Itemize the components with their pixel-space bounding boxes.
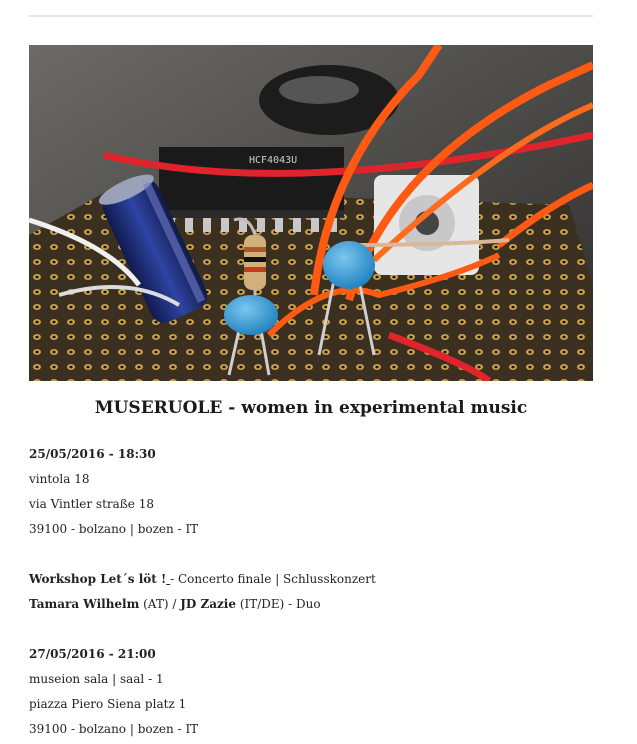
svg-text:HCF4043U: HCF4043U	[249, 155, 298, 166]
artist-1-name: Tamara Wilhelm	[29, 597, 140, 611]
top-divider	[29, 15, 593, 17]
artist-2-name: JD Zazie	[180, 597, 236, 611]
page-title: MUSERUOLE - women in experimental music	[94, 398, 528, 418]
artists-line	[29, 592, 609, 617]
event-datetime: 25/05/2016 - 18:30	[29, 447, 156, 461]
workshop-description: - Concerto finale | Schlusskonzert	[170, 572, 376, 586]
event-city: 39100 - bolzano | bozen - IT	[29, 722, 199, 736]
event-block-3	[29, 642, 609, 742]
event-street: piazza Piero Siena platz 1	[29, 697, 187, 711]
event-venue: vintola 18	[29, 472, 90, 486]
event-block-2	[29, 567, 609, 617]
artist-2-origin: (IT/DE) - Duo	[236, 597, 321, 611]
event-city: 39100 - bolzano | bozen - IT	[29, 522, 199, 536]
workshop-name: Workshop Let´s löt !	[29, 572, 167, 586]
workshop-line	[29, 567, 609, 592]
event-street: via Vintler straße 18	[29, 497, 154, 511]
event-venue: museion sala | saal - 1	[29, 672, 164, 686]
artist-1-origin: (AT) /	[139, 597, 181, 611]
hero-image	[29, 45, 593, 381]
event-block-1	[29, 442, 609, 542]
event-datetime: 27/05/2016 - 21:00	[29, 647, 156, 661]
